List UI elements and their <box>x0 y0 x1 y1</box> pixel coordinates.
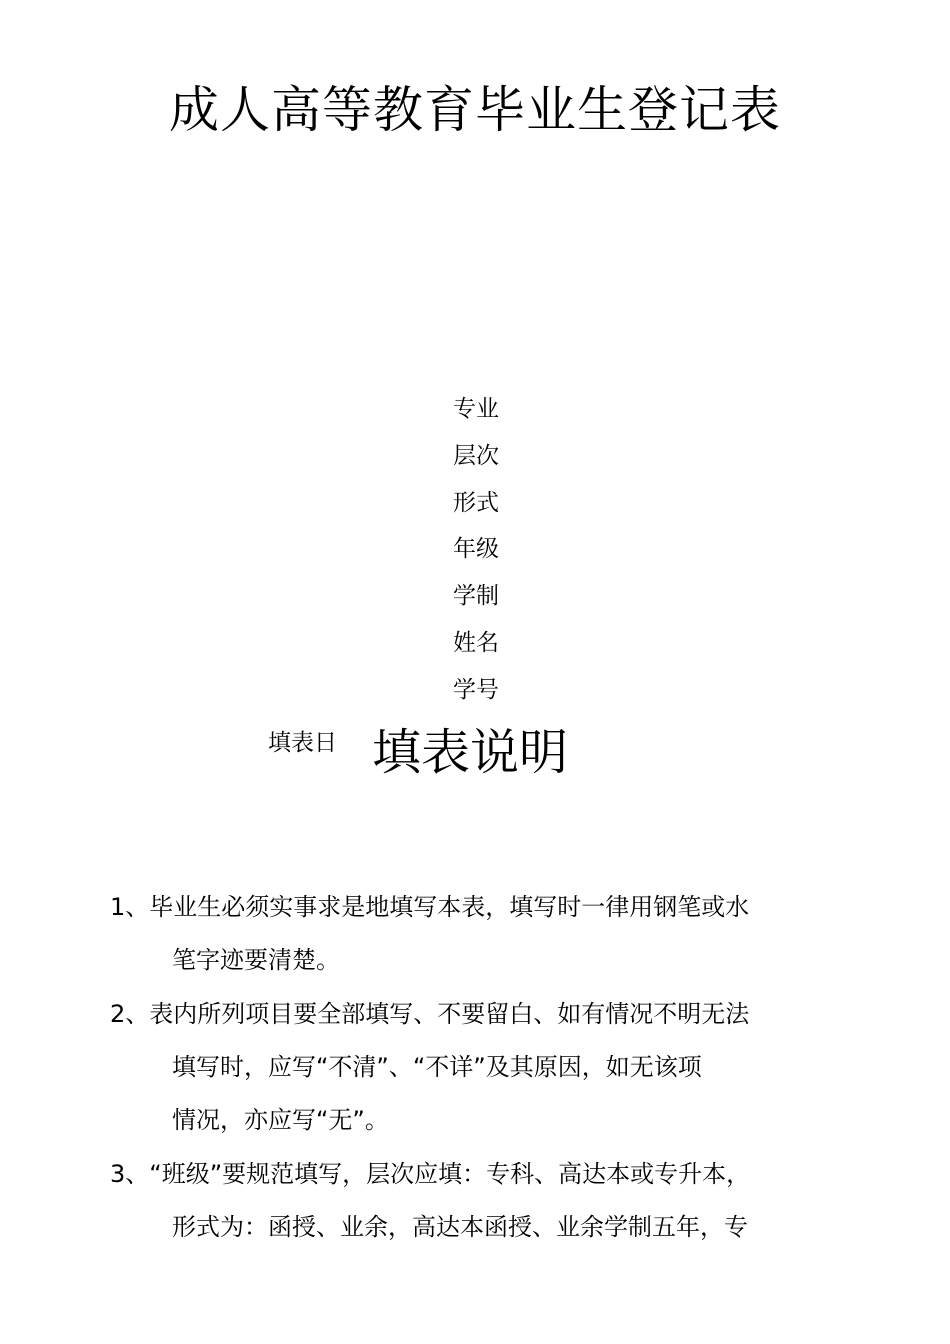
instructions-heading: 填表说明 <box>372 724 569 781</box>
instruction-2-line-1: 2、表内所列项目要全部填写、不要留白、如有情况不明无法 <box>110 1000 750 1028</box>
field-form: 形式 <box>453 489 499 516</box>
field-level: 层次 <box>453 442 499 469</box>
field-student-id: 学号 <box>453 676 499 703</box>
instruction-2-line-3: 情况，亦应写“无”。 <box>172 1106 389 1134</box>
cover-fields <box>453 390 573 718</box>
field-duration: 学制 <box>453 583 499 610</box>
instruction-3-line-1: 3、“班级”要规范填写，层次应填：专科、高达本或专升本， <box>110 1160 751 1188</box>
field-name: 姓名 <box>453 629 499 656</box>
page-title: 成人高等教育毕业生登记表 <box>169 81 781 139</box>
instruction-1-line-2: 笔字迹要清楚。 <box>172 946 340 974</box>
field-grade: 年级 <box>453 536 499 563</box>
instruction-3-line-2: 形式为：函授、业余，高达本函授、业余学制五年，专 <box>172 1213 748 1241</box>
instruction-2-line-2: 填写时，应写“不清”、“不详”及其原因，如无该项 <box>172 1053 702 1081</box>
instruction-1-line-1: 1、毕业生必须实事求是地填写本表，填写时一律用钢笔或水 <box>110 893 750 921</box>
fill-date-label: 填表日 <box>268 730 337 756</box>
field-major: 专业 <box>453 396 499 422</box>
